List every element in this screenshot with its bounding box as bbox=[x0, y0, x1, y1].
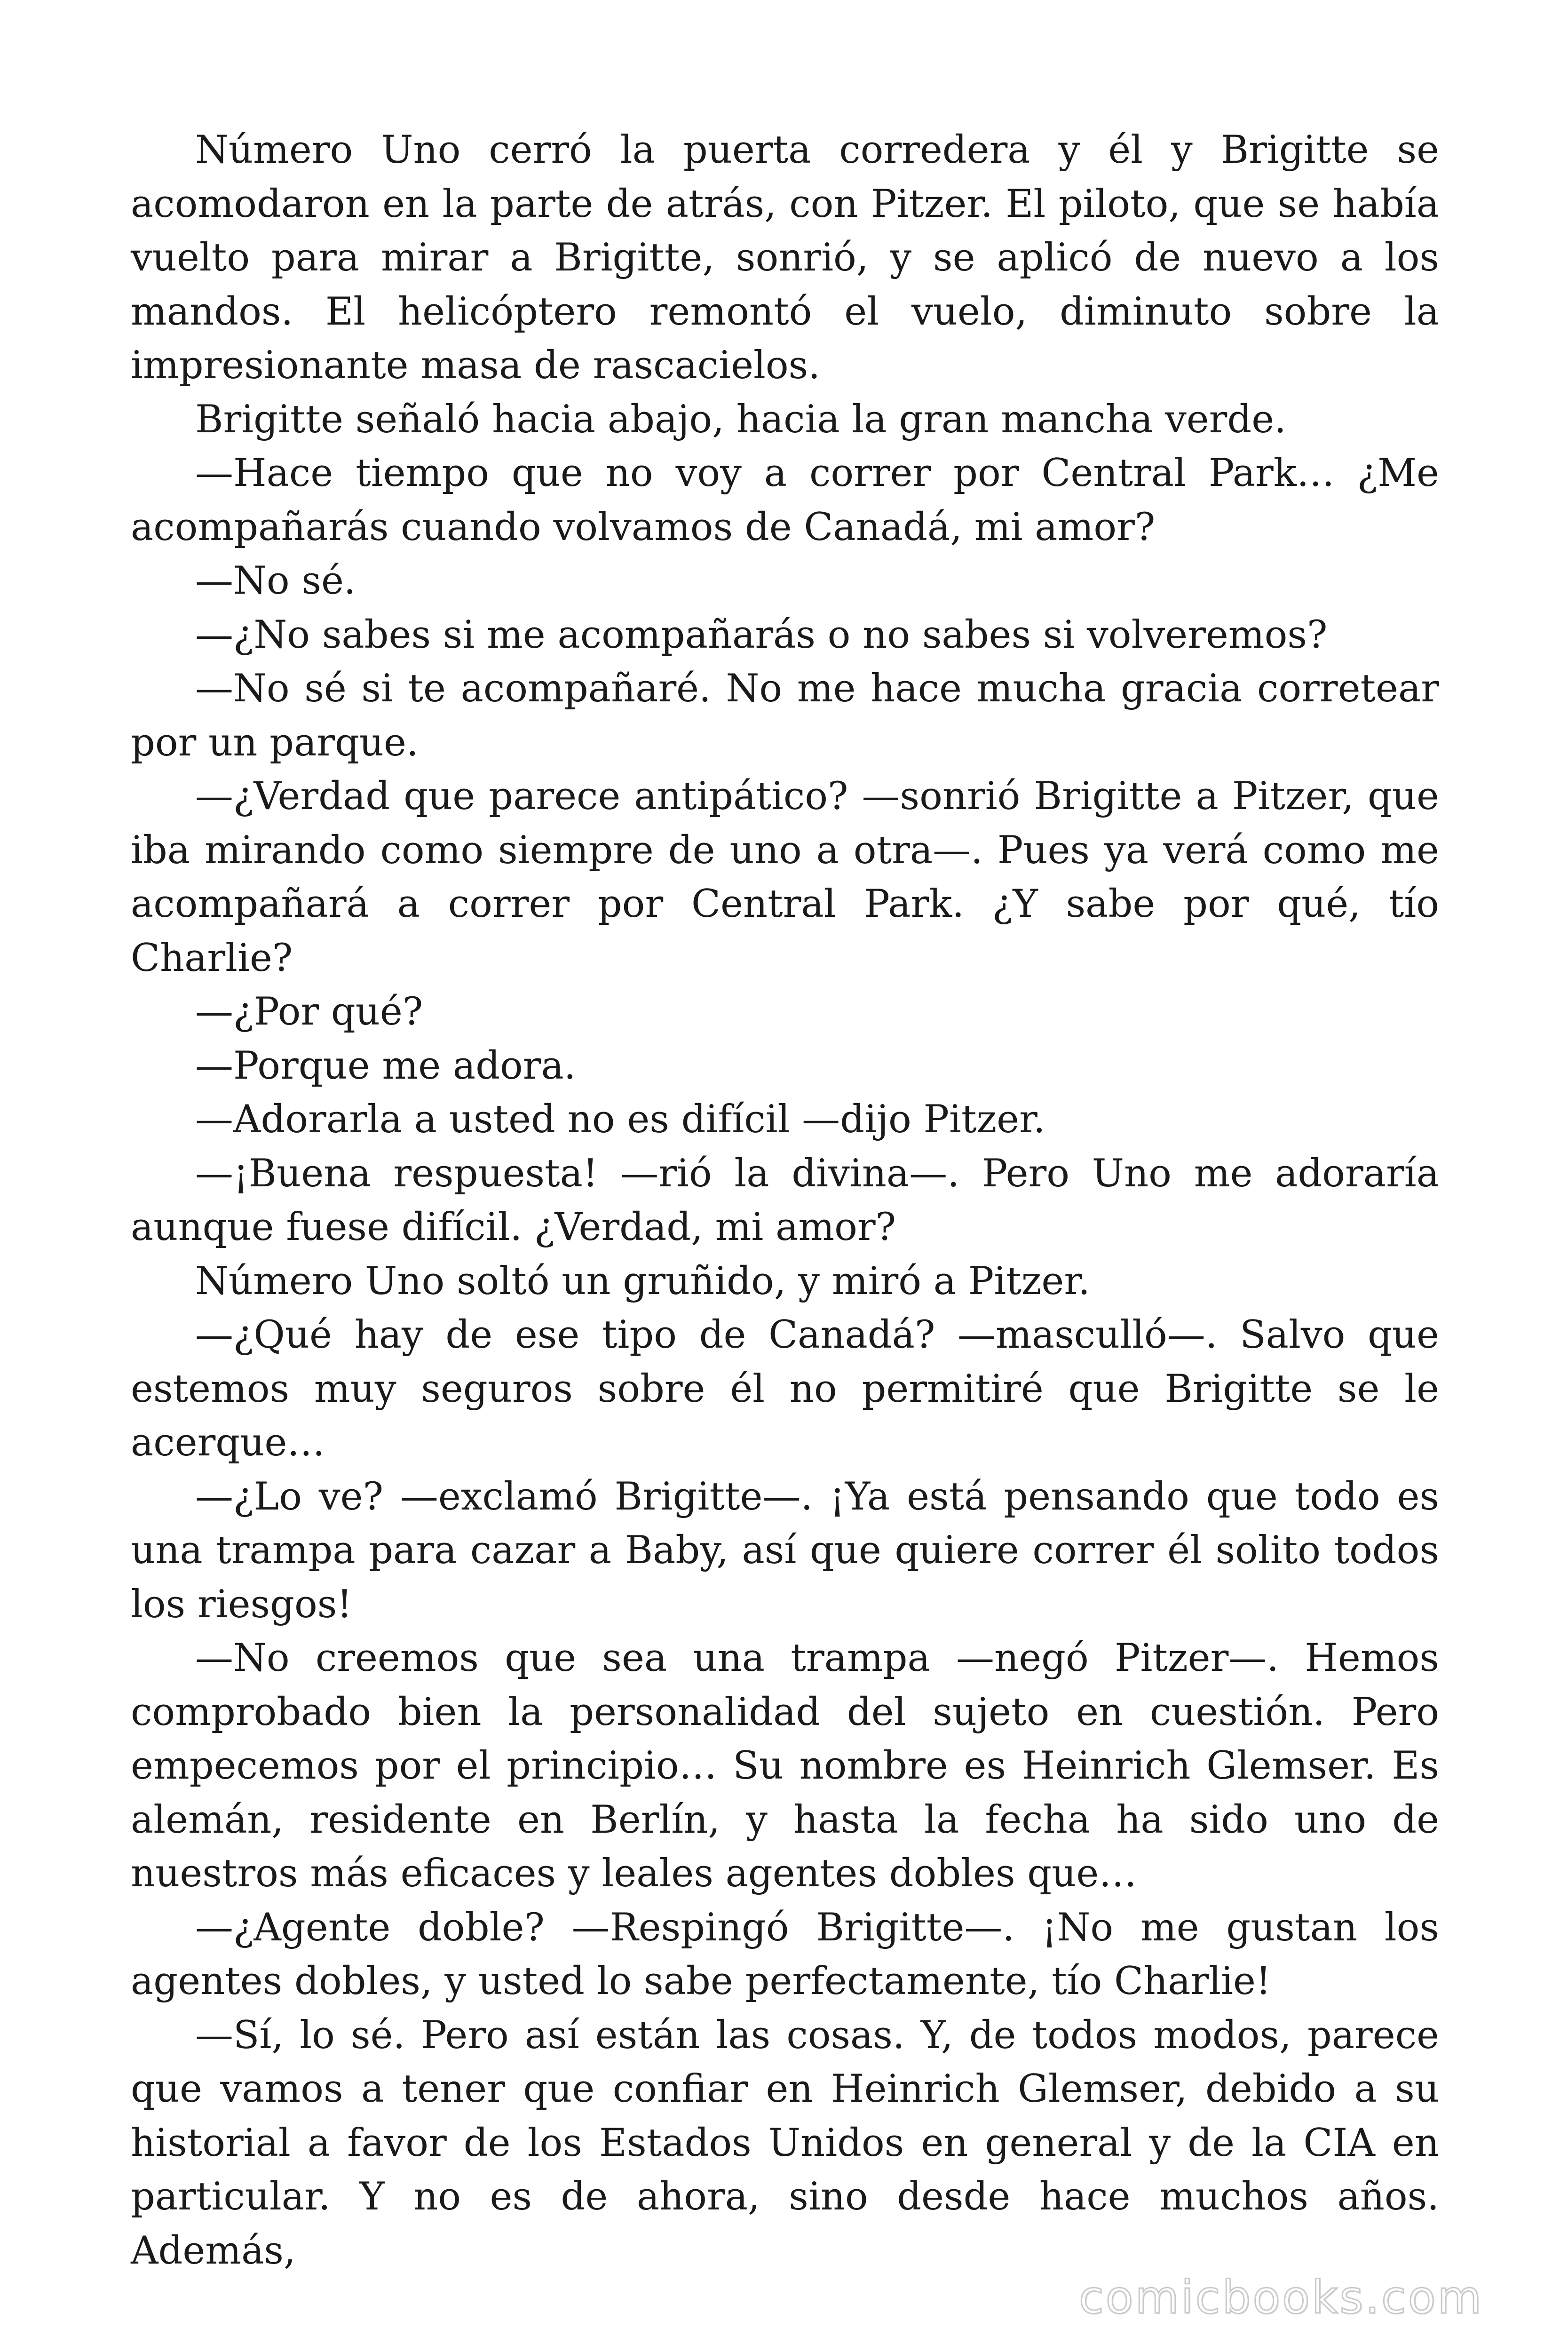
paragraph: —Hace tiempo que no voy a correr por Central Park… ¿Me acompañarás cuando volvamos de Canadá, mi amor? bbox=[131, 451, 1439, 549]
paragraph: —¿Verdad que parece antipático? —sonrió Brigitte a Pitzer, que iba mirando como siempre de uno a otra—. Pues ya verá como me acompañará a correr por Central Park. ¿Y sabe por qué, tío Charlie? bbox=[131, 774, 1439, 980]
paragraph: —No sé. bbox=[195, 559, 356, 603]
paragraph: —Adorarla a usted no es difícil —dijo Pitzer. bbox=[195, 1097, 1045, 1142]
paragraph: —¿Qué hay de ese tipo de Canadá? —masculló—. Salvo que estemos muy seguros sobre él no permitiré que Brigitte se le acerque… bbox=[131, 1313, 1439, 1465]
paragraph: —¿Agente doble? —Respingó Brigitte—. ¡No me gustan los agentes dobles, y usted lo sabe perfectamente, tío Charlie! bbox=[131, 1905, 1439, 2003]
watermark: comicbooks.com bbox=[1078, 2271, 1483, 2324]
paragraph: —Sí, lo sé. Pero así están las cosas. Y, de todos modos, parece que vamos a tener que confiar en Heinrich Glemser, debido a su historial a favor de los Estados Unidos en general y de la CIA en particular. Y no es de ahora, sino desde hace muchos años. Además, bbox=[131, 2013, 1439, 2273]
paragraph: Brigitte señaló hacia abajo, hacia la gran mancha verde. bbox=[195, 397, 1286, 442]
paragraph: —¿Lo ve? —exclamó Brigitte—. ¡Ya está pensando que todo es una trampa para cazar a Baby, así que quiere correr él solito todos los riesgos! bbox=[131, 1474, 1439, 1627]
paragraph: —No sé si te acompañaré. No me hace mucha gracia corretear por un parque. bbox=[131, 667, 1439, 765]
paragraph: —¡Buena respuesta! —rió la divina—. Pero Uno me adoraría aunque fuese difícil. ¿Verdad, mi amor? bbox=[131, 1151, 1439, 1249]
paragraph: —No creemos que sea una trampa —negó Pitzer—. Hemos comprobado bien la personalidad del sujeto en cuestión. Pero empecemos por el principio… Su nombre es Heinrich Glemser. Es alemán, residente en Berlín, y hasta la fecha ha sido uno de nuestros más eficaces y leales agentes dobles que… bbox=[131, 1636, 1439, 1896]
paragraph: Número Uno soltó un gruñido, y miró a Pitzer. bbox=[195, 1259, 1090, 1303]
page-body bbox=[131, 123, 1439, 2278]
paragraph: —¿Por qué? bbox=[195, 990, 423, 1034]
paragraph: —¿No sabes si me acompañarás o no sabes si volveremos? bbox=[195, 612, 1328, 657]
paragraph: —Porque me adora. bbox=[195, 1043, 576, 1088]
paragraph: Número Uno cerró la puerta corredera y él y Brigitte se acomodaron en la parte de atrás, con Pitzer. El piloto, que se había vuelto para mirar a Brigitte, sonrió, y se aplicó de nuevo a los mandos. El helicóptero remontó el vuelo, diminuto sobre la impresionante masa de rascacielos. bbox=[131, 128, 1439, 388]
